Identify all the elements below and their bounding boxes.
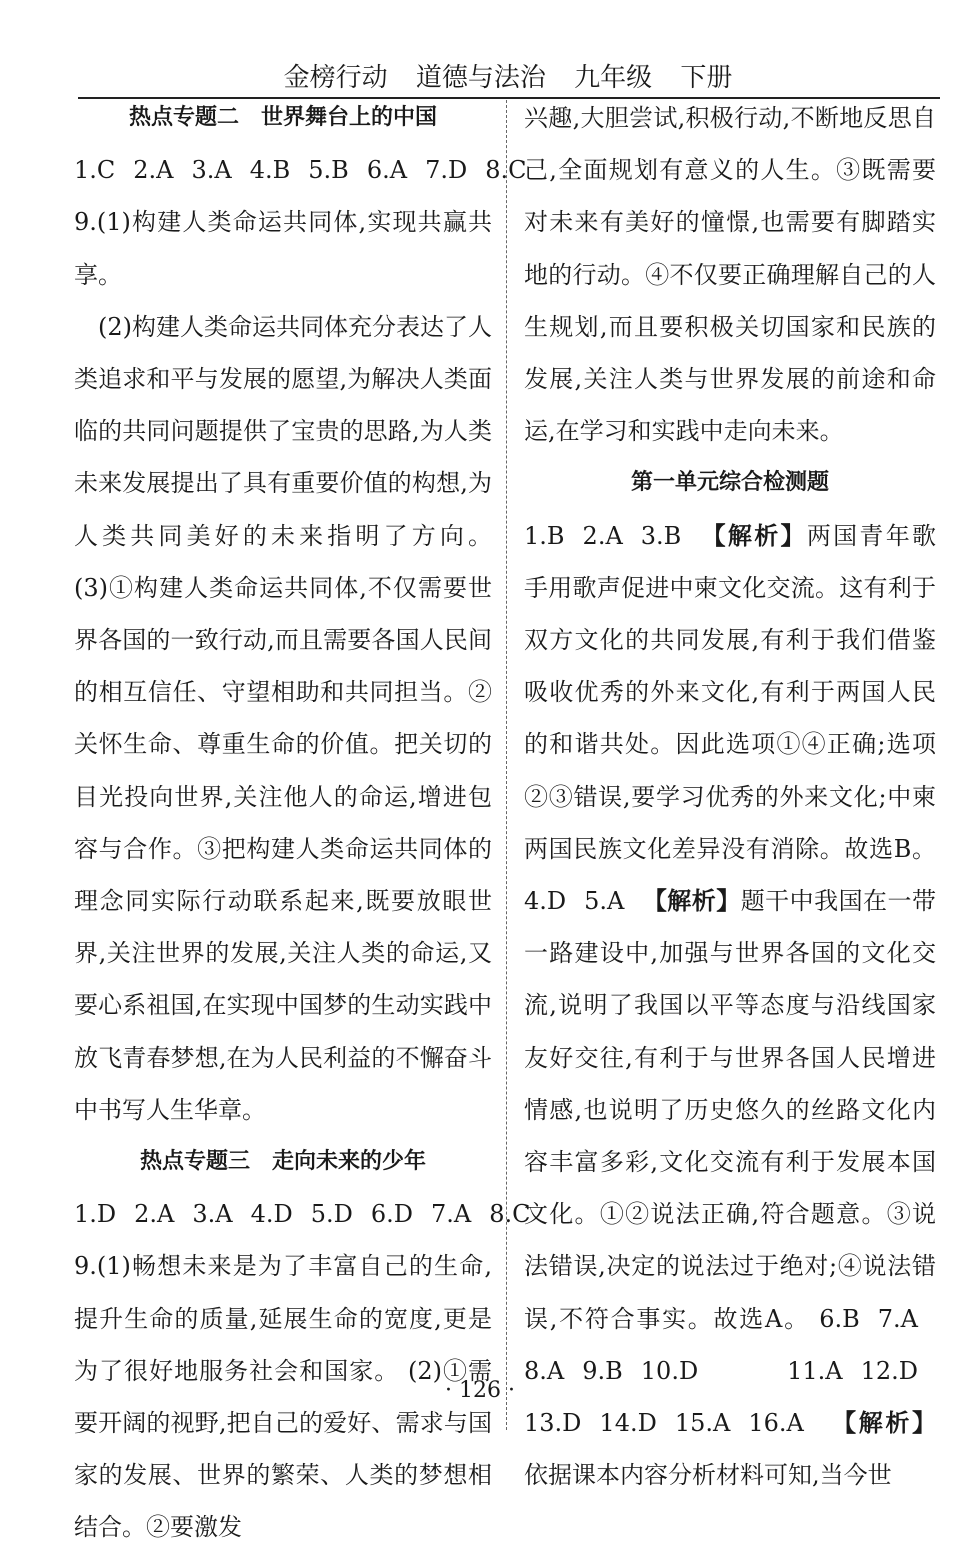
analysis-tag: 【解析】 bbox=[699, 521, 807, 550]
topic3-answers bbox=[74, 1188, 531, 1240]
answer: 7.A bbox=[877, 1304, 918, 1333]
answer: 2.A bbox=[133, 156, 174, 185]
header-grade: 九年级 bbox=[574, 63, 653, 93]
topic2-title: 热点专题二 世界舞台上的中国 bbox=[128, 105, 438, 130]
topic3-title: 热点专题三 走向未来的少年 bbox=[139, 1149, 427, 1175]
topic3-q9: 9.(1)畅想未来是为了丰富自己的生命,提升生命的质量,延展生命的宽度,更是为了很好地服务社会和国家。 (2)①需要开阔的视野,把自己的爱好、需求与国家的发展、世界的繁荣、人类的梦想相结合。②要激发 bbox=[74, 1252, 492, 1542]
column-divider bbox=[506, 100, 507, 1430]
unit-answers-block bbox=[524, 510, 936, 1502]
analysis-tag: 【解析】 bbox=[832, 1409, 936, 1438]
answer: 4.D bbox=[524, 887, 567, 916]
analysis-tag: 【解析】 bbox=[642, 887, 741, 916]
answer: 1.C bbox=[74, 156, 116, 185]
answer: 2.A bbox=[582, 521, 623, 550]
running-header bbox=[78, 60, 938, 96]
topic2-q9-part2: (2)构建人类命运共同体充分表达了人类追求和平与发展的愿望,为解决人类面临的共同问题提供了宝贵的思路,为人类未来发展提出了具有重要价值的构想,为人类共同美好的未来指明了方向。 (3)①构建人类命运共同体,不仅需要世界各国的一致行动,而且需要各国人民间的相互信任、守望相助和共同担当。②关怀生命、尊重生命的价值。把关切的目光投向世界,关注他人的命运,增进包容与合作。③把构建人类命运共同体的理念同实际行动联系起来,既要放眼世界,关注世界的发展,关注人类的命运,又要心系祖国,在实现中国梦的生动实践中放飞青春梦想,在为人民利益的不懈奋斗中书写人生华章。 bbox=[74, 312, 492, 1124]
answer: 8.A bbox=[524, 1356, 565, 1385]
answer: 4.B bbox=[249, 156, 291, 185]
answer: 11.A bbox=[787, 1356, 843, 1385]
page-number: · 126 · bbox=[445, 1378, 515, 1403]
answer: 5.A bbox=[584, 887, 625, 916]
header-subject: 道德与法治 bbox=[415, 63, 546, 93]
answer: 12.D bbox=[860, 1356, 918, 1385]
answer: 7.A bbox=[431, 1200, 472, 1229]
answer: 6.B bbox=[819, 1304, 860, 1333]
answer: 3.A bbox=[192, 1200, 233, 1229]
answer: 14.D bbox=[599, 1409, 657, 1438]
answer: 3.B bbox=[640, 521, 682, 550]
answer: 15.A bbox=[674, 1409, 731, 1438]
answer: 6.A bbox=[366, 156, 408, 185]
answer: 1.B bbox=[524, 521, 565, 550]
answer: 16.A bbox=[748, 1409, 804, 1438]
answer: 4.D bbox=[250, 1200, 293, 1229]
right-column bbox=[524, 92, 936, 1501]
answer: 2.A bbox=[134, 1200, 175, 1229]
answer: 8.C bbox=[489, 1200, 531, 1229]
header-volume: 下册 bbox=[680, 63, 733, 93]
topic3-q9-continuation: 兴趣,大胆尝试,积极行动,不断地反思自己,全面规划有意义的人生。③既需要对未来有美好的憧憬,也需要有脚踏实地的行动。④不仅要正确理解自己的人生规划,而且要积极关切国家和民族的发展,关注人类与世界发展的前途和命运,在学习和实践中走向未来。 bbox=[524, 104, 936, 446]
answer: 13.D bbox=[524, 1409, 582, 1438]
analysis-text: 题干中我国在一带一路建设中,加强与世界各国的文化交流,说明了我国以平等态度与沿线国家友好交往,有利于与世界各国人民增进情感,也说明了历史悠久的丝路文化内容丰富多彩,文化交流有利于发展本国文化。①②说法正确,符合题意。③说法错误,决定的说法过于绝对;④说法错误,不符合事实。故选A。 bbox=[524, 887, 936, 1333]
answer: 6.D bbox=[370, 1200, 414, 1229]
header-series: 金榜行动 bbox=[283, 63, 388, 93]
answer: 1.D bbox=[74, 1200, 117, 1229]
answer: 10.D bbox=[640, 1356, 699, 1385]
topic2-q9-part1: 9.(1)构建人类命运共同体,实现共赢共享。 bbox=[74, 208, 492, 289]
left-column bbox=[74, 92, 531, 1554]
topic2-answers bbox=[74, 144, 527, 196]
answer: 9.B bbox=[582, 1356, 623, 1385]
answer: 5.B bbox=[308, 156, 349, 185]
unit-test-title: 第一单元综合检测题 bbox=[630, 470, 829, 496]
analysis-text: 两国青年歌手用歌声促进中柬文化交流。这有利于双方文化的共同发展,有利于我们借鉴吸收优秀的外来文化,有利于两国人民的和谐共处。因此选项①④正确;选项②③错误,要学习优秀的外来文化;中柬两国民族文化差异没有消除。故选B。 bbox=[524, 521, 936, 863]
answer: 7.D bbox=[425, 156, 468, 185]
answer: 5.D bbox=[310, 1200, 353, 1229]
answer: 8.C bbox=[485, 156, 527, 185]
answer: 3.A bbox=[191, 156, 232, 185]
analysis-text: 依据课本内容分析材料可知,当今世 bbox=[524, 1461, 892, 1490]
